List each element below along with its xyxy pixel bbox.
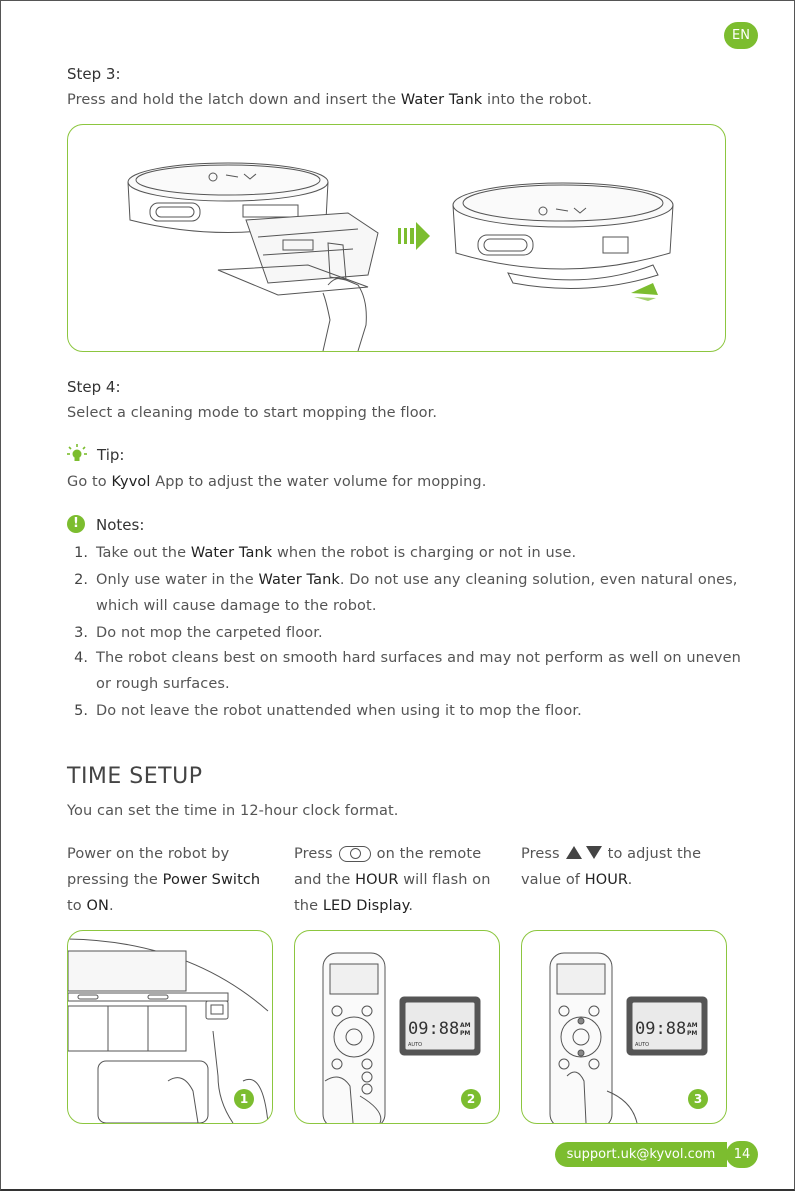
col1-line1: Power on the robot by (67, 846, 230, 862)
arrow-up-icon (566, 846, 582, 859)
step4-title: Step 4: (67, 378, 121, 396)
support-email: support.uk@kyvol.com (555, 1142, 727, 1167)
power-switch-panel (67, 930, 273, 1124)
note-number: 4. (74, 650, 88, 666)
note-item: Do not leave the robot unattended when using it to mop the floor. (96, 703, 582, 719)
note-number: 2. (74, 572, 88, 588)
arrow-down-icon (586, 846, 602, 859)
display-pm: PM (687, 1030, 698, 1037)
lightbulb-icon (66, 443, 88, 465)
display-time: 09:88 (408, 1019, 460, 1039)
display-auto: AUTO (635, 1042, 650, 1048)
note-item: The robot cleans best on smooth hard surfaces and may not perform as well on uneven (96, 650, 741, 666)
exclamation-icon: ! (67, 515, 85, 533)
language-badge: EN (724, 22, 758, 49)
note-number: 3. (74, 625, 88, 641)
step3-text: Press and hold the latch down and insert the Water Tank into the robot. (67, 92, 593, 108)
note-number: 5. (74, 703, 88, 719)
display-time: 09:88 (635, 1019, 687, 1039)
time-setup-intro: You can set the time in 12-hour clock format. (67, 803, 399, 819)
display-auto: AUTO (408, 1042, 423, 1048)
note-item: Take out the Water Tank when the robot is charging or not in use. (96, 545, 577, 561)
display-am: AM (687, 1022, 698, 1029)
note-item: Only use water in the Water Tank. Do not use any cleaning solution, even natural ones, (96, 572, 738, 588)
clock-button-icon (339, 846, 371, 862)
step4-text: Select a cleaning mode to start mopping the floor. (67, 405, 438, 421)
step-badge-2: 2 (461, 1089, 481, 1109)
col2-line1: Press on the remote (294, 846, 482, 862)
notes-label: Notes: (96, 516, 145, 534)
note-number: 1. (74, 545, 88, 561)
robot-insert-water-tank-illustration (68, 125, 725, 351)
remote-panel-2 (294, 930, 500, 1124)
tip-text: Go to Kyvol App to adjust the water volume for mopping. (67, 474, 487, 490)
tip-label: Tip: (97, 446, 125, 464)
step3-title: Step 3: (67, 65, 121, 83)
remote-panel-3 (521, 930, 727, 1124)
note-item: Do not mop the carpeted floor. (96, 625, 323, 641)
step-badge-1: 1 (234, 1089, 254, 1109)
col3-line2: value of HOUR. (521, 872, 633, 888)
col2-line3: the LED Display. (294, 898, 414, 914)
note-item-continued: which will cause damage to the robot. (96, 598, 377, 614)
display-am: AM (460, 1022, 471, 1029)
col2-line2: and the HOUR will flash on (294, 872, 491, 888)
col3-line1: Press to adjust the (521, 846, 702, 862)
page-number: 14 (726, 1141, 758, 1168)
step-badge-3: 3 (688, 1089, 708, 1109)
col1-line3: to ON. (67, 898, 114, 914)
note-item-continued: or rough surfaces. (96, 676, 230, 692)
col1-line2: pressing the Power Switch (67, 872, 261, 888)
display-pm: PM (460, 1030, 471, 1037)
step3-illustration-panel (67, 124, 726, 352)
time-setup-title: TIME SETUP (67, 764, 203, 789)
